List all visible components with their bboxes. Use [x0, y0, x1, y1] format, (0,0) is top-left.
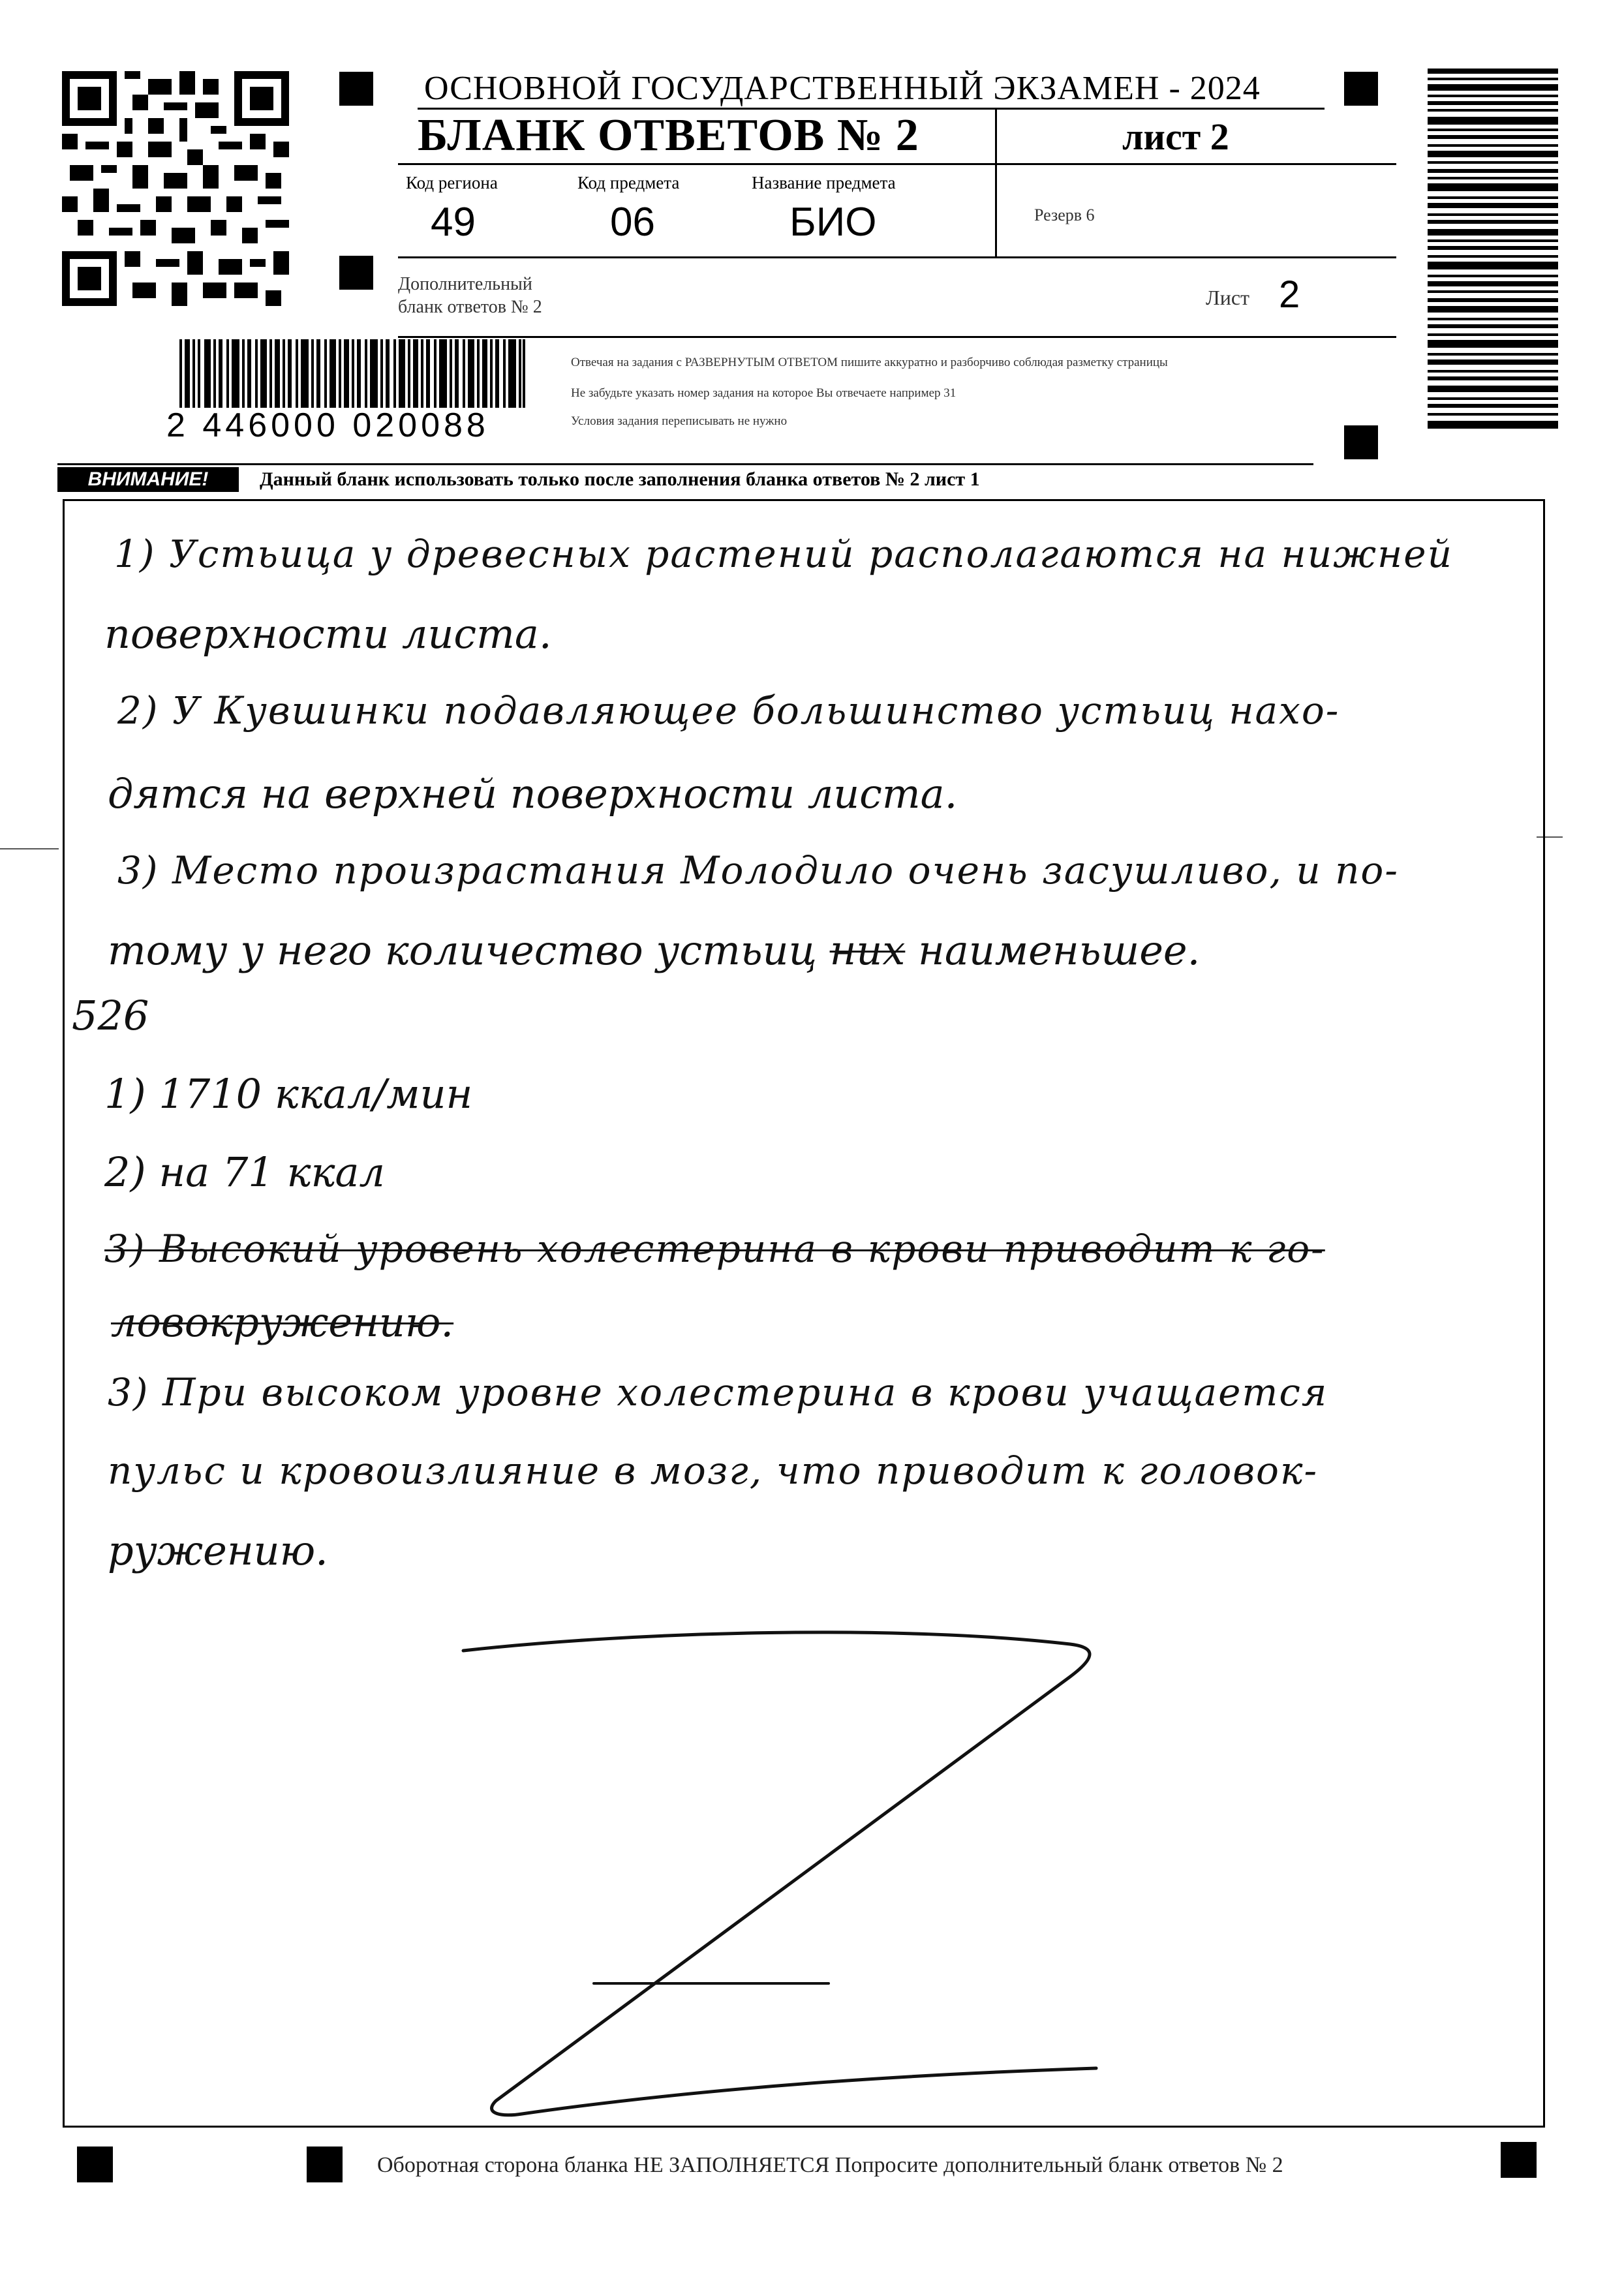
instruction-line1: Отвечая на задания с РАЗВЕРНУТЫМ ОТВЕТОМ пишите аккуратно и разборчиво соблюдая разметку страницы: [571, 356, 1168, 369]
region-label: Код региона: [406, 173, 498, 192]
marker-bottom-right: [1501, 2142, 1537, 2178]
region-value: 49: [431, 200, 476, 245]
answer-line-4: дятся на верхней поверхности листа.: [108, 770, 958, 817]
marker-top-left: [339, 72, 373, 106]
marker-mid-right: [1344, 425, 1378, 459]
subject-code-label: Код предмета: [577, 173, 680, 192]
answer-line-9: 2) на 71 ккал: [104, 1148, 385, 1196]
answer-line-1: 1) Устьица у древесных растений располагаются на нижней: [114, 532, 1453, 576]
answer-line-2: поверхности листа.: [104, 610, 552, 658]
reserve-label: Резерв 6: [1034, 206, 1095, 224]
horizontal-barcode: [179, 339, 525, 408]
subject-name-label: Название предмета: [752, 173, 896, 192]
left-tick-mark: [0, 848, 59, 849]
notice-top-rule: [57, 463, 1313, 465]
answer-line-6-part2: наименьшее.: [918, 926, 1201, 974]
list-label: Лист: [1206, 286, 1250, 309]
qr-code: [62, 70, 289, 307]
crossed-out-word: них: [829, 926, 906, 974]
z-strike-mark: [444, 1618, 1135, 2127]
header-rule-3: [398, 336, 1396, 338]
crossed-out-line-11: ловокружению.: [111, 1298, 454, 1346]
footer-text: Оборотная сторона бланка НЕ ЗАПОЛНЯЕТСЯ Попросите дополнительный бланк ответов № 2: [377, 2153, 1283, 2177]
header-rule-1: [398, 163, 1396, 165]
instruction-line2: Не забудьте указать номер задания на которое Вы отвечаете например 31: [571, 386, 957, 400]
answer-line-3: 2) У Кувшинки подавляющее большинство устьиц нахо-: [117, 688, 1340, 733]
answer-line-12: 3) При высоком уровне холестерина в крови учащается: [108, 1370, 1328, 1414]
attention-text: Данный бланк использовать только после заполнения бланка ответов № 2 лист 1: [260, 468, 980, 490]
attention-badge: ВНИМАНИЕ!: [57, 467, 239, 492]
list-value: 2: [1279, 273, 1300, 316]
exam-title: ОСНОВНОЙ ГОСУДАРСТВЕННЫЙ ЭКЗАМЕН - 2024: [424, 70, 1261, 107]
marker-bottom-left-1: [77, 2147, 113, 2182]
vertical-barcode: [1428, 69, 1558, 434]
form-title: БЛАНК ОТВЕТОВ № 2: [418, 110, 919, 160]
barcode-number: 2 446000 020088: [166, 406, 489, 444]
marker-mid-left: [339, 256, 373, 290]
additional-form-line2: бланк ответов № 2: [398, 297, 542, 317]
answer-line-5: 3) Место произрастания Молодило очень засушливо, и по-: [117, 848, 1399, 893]
task-number-26: 526: [72, 992, 149, 1039]
marker-top-right: [1344, 72, 1378, 106]
subject-code-value: 06: [610, 200, 655, 245]
answer-line-6: [108, 926, 1200, 974]
marker-bottom-left-2: [307, 2147, 343, 2182]
answer-line-14: ружению.: [108, 1527, 328, 1574]
answer-line-6-part1: тому у него количество устьиц: [108, 926, 817, 974]
sheet-label: лист 2: [1122, 115, 1229, 158]
subject-name-value: БИО: [789, 200, 877, 245]
answer-line-13: пульс и кровоизлияние в мозг, что приводит к головок-: [108, 1448, 1319, 1493]
header-divider: [995, 110, 997, 256]
answer-line-8: 1) 1710 ккал/мин: [104, 1070, 473, 1118]
instruction-line3: Условия задания переписывать не нужно: [571, 414, 788, 428]
crossed-out-line-10: 3) Высокий уровень холестерина в крови приводит к го-: [104, 1227, 1325, 1271]
header-rule-2: [398, 256, 1396, 258]
additional-form-line1: Дополнительный: [398, 274, 532, 294]
